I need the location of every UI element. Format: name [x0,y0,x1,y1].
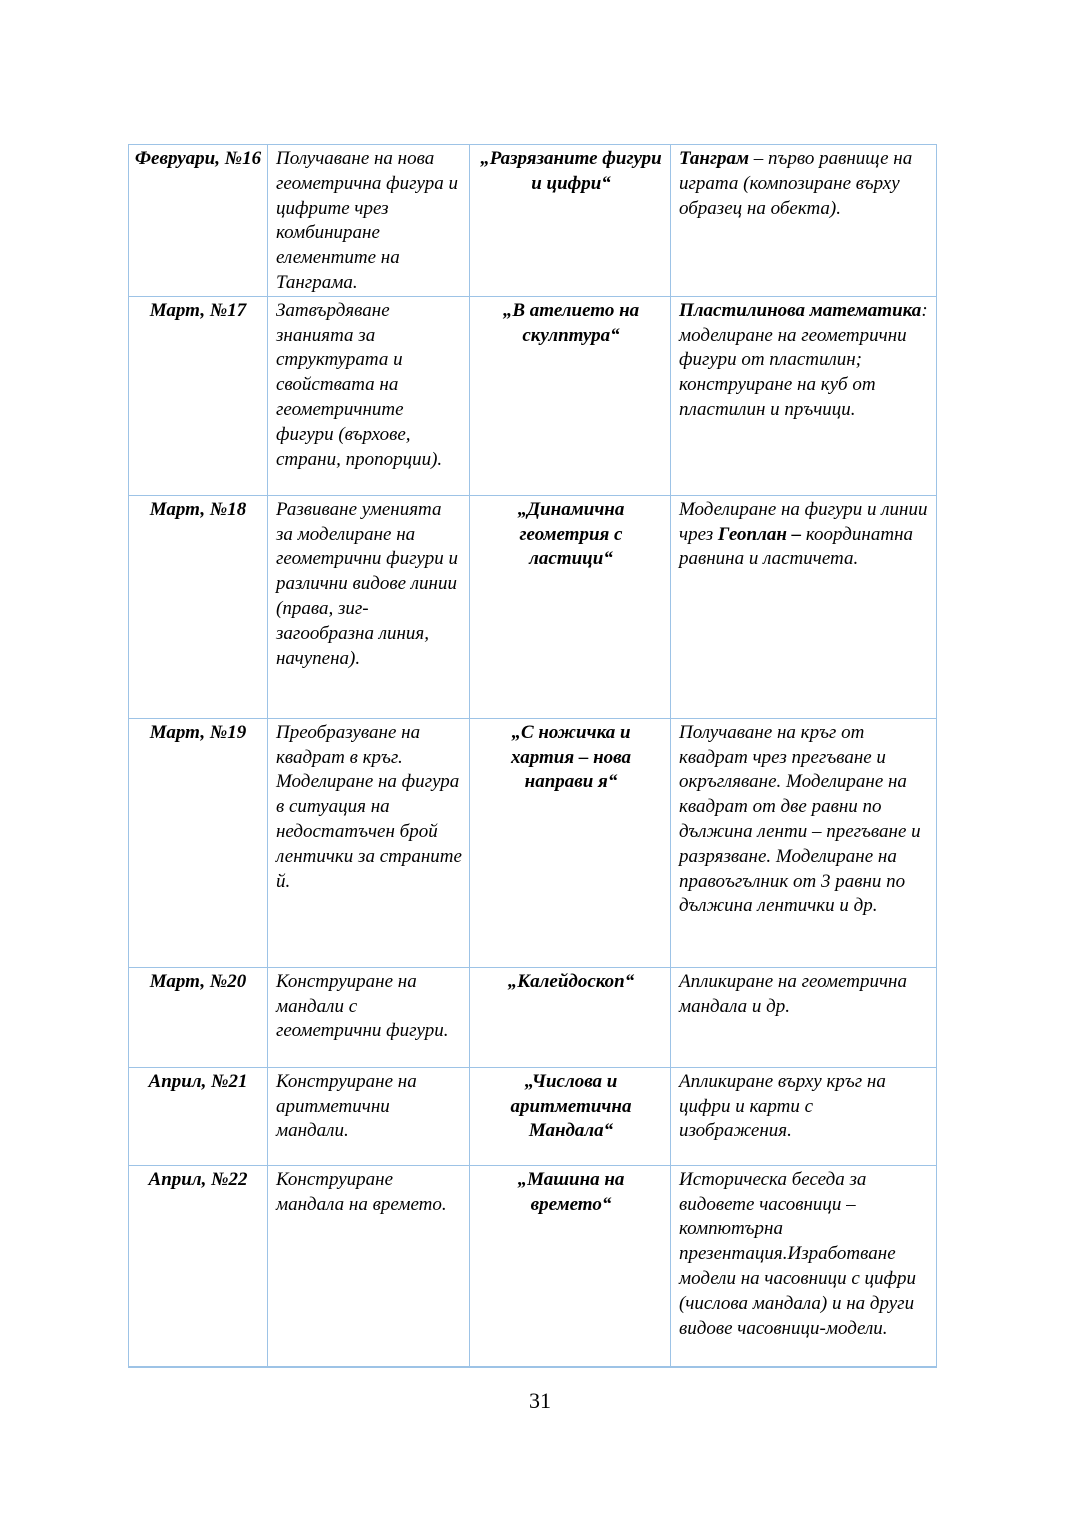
description-cell [671,495,937,718]
lesson-plan-table [128,144,937,1368]
topic-cell: Развиване уменията за моделиране на геометрични фигури и различни видове линии (права, зиг-загообразна линия, начупена). [268,495,470,718]
game-cell: „Числова и аритметична Мандала“ [470,1067,671,1165]
description-cell: Историческа беседа за видовете часовници – компютърна презентация.Изработване модели на часовници с цифри (числова мандала) и на други видове часовници-модели. [671,1165,937,1367]
date-cell: Февруари, №16 [129,145,268,297]
table-row [129,1067,937,1165]
game-cell: „Калейдоскоп“ [470,967,671,1067]
game-cell: „Разрязаните фигури и цифри“ [470,145,671,297]
description-bold: Геоплан – [717,523,802,545]
game-cell: „Машина на времето“ [470,1165,671,1367]
table-row [129,718,937,967]
description-cell [671,145,937,297]
description-bold: Танграм [679,148,749,169]
game-cell: „Динамична геометрия с ластици“ [470,495,671,718]
topic-cell: Конструиране мандала на времето. [268,1165,470,1367]
table-row [129,495,937,718]
description-text: : моделиране на геометрични фигури от пластилин; конструиране на куб от пластилин и пръчици. [679,299,928,420]
table-row [129,967,937,1067]
description-cell: Апликиране върху кръг на цифри и карти с изображения. [671,1067,937,1165]
description-bold: Пластилинова математика [679,299,922,321]
description-text: координатна равнина и ластичета. [679,523,913,570]
table-row [129,1165,937,1367]
topic-cell: Преобразуване на квадрат в кръг. Моделиране на фигура в ситуация на недостатъчен брой лентички за страните й. [268,718,470,967]
table-row [129,145,937,297]
date-cell: Април, №21 [129,1067,268,1165]
date-cell: Март, №17 [129,296,268,495]
topic-cell: Конструиране на аритметични мандали. [268,1067,470,1165]
date-cell: Март, №19 [129,718,268,967]
description-cell [671,296,937,495]
description-cell: Получаване на кръг от квадрат чрез прегъване и окръгляване. Моделиране на квадрат от две равни по дължина ленти – прегъване и разрязване. Моделиране на правоъгълник от 3 равни по дължина лентички и др. [671,718,937,967]
topic-cell: Конструиране на мандали с геометрични фигури. [268,967,470,1067]
topic-cell: Затвърдяване знанията за структурата и свойствата на геометричните фигури (върхове, страни, пропорции). [268,296,470,495]
date-cell: Март, №20 [129,967,268,1067]
table-row [129,296,937,495]
description-cell: Апликиране на геометрична мандала и др. [671,967,937,1067]
date-cell: Април, №22 [129,1165,268,1367]
description-text: – първо равнище на играта (композиране върху образец на обекта). [679,148,913,219]
topic-cell: Получаване на нова геометрична фигура и цифрите чрез комбиниране елементите на Танграма. [268,145,470,297]
game-cell: „В ателието на скулптура“ [470,296,671,495]
description-prefix: Моделиране на фигури и линии чрез [679,498,928,545]
game-cell: „С ножичка и хартия – нова направи я“ [470,718,671,967]
page-number: 31 [529,1388,551,1413]
date-cell: Март, №18 [129,495,268,718]
